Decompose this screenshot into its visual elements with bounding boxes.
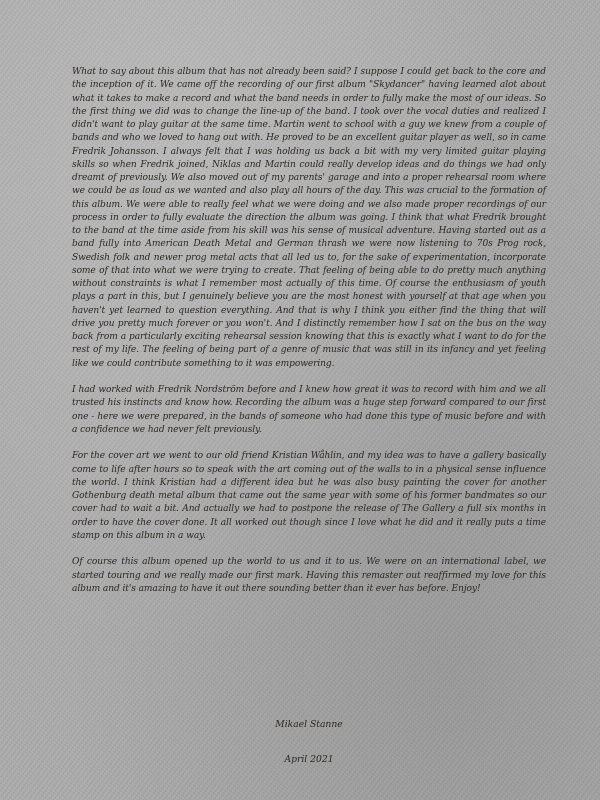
paragraph-cover-art: For the cover art we went to our old friend Kristian Wåhlin, and my idea was to have a gallery basically come to life after hours so to speak with the art coming out of the walls to in a physical sense influence the world. I think Kristian had a different idea but he was also busy painting the cover for another Gothenburg death metal album that came out the same year with some of his former bandmates so our cover had to wait a bit. And actually we had to postpone the release of The Gallery a full six months in order to have the cover done. It all worked out though since I love what he did and it really puts a time stamp on this album in a way. [72, 451, 546, 541]
paragraph-inception: What to say about this album that has not already been said? I suppose I could get back to the core and the inception of it. We came off the recording of our first album "Skydancer" having learned alot about what it takes to make a record and what the band needs in order to fully make the most of our ideas. So the first thing we did was to change the line-up of the band. I took over the vocal duties and realized I didn't want to play guitar at the same time. Martin went to school with a guy we knew from a couple of bands and who we loved to hang out with. He proved to be an excellent guitar player as well, so in came Fredrik Johansson. I always felt that I was holding us back a bit with my very limited guitar playing skills so when Fredrik joined, Niklas and Martin could really develop ideas and do things we had only dreamt of previously. We also moved out of my parents' garage and into a proper rehearsal room where we could be as loud as we wanted and also play all hours of the day. This was crucial to the formation of this album. We were able to really feel what we were doing and we also made proper recordings of our process in order to fully evaluate the direction the album was going. I think that what Fredrik brought to the band at the time aside from his skill was his sense of musical adventure. Having started out as a band fully into American Death Metal and German thrash we were now listening to 70s Prog rock, Swedish folk and newer prog metal acts that all led us to, for the sake of experimentation, incorporate some of that into what we were trying to create. That feeling of being able to do pretty much anything without constraints is what I remember most actually of this time. Of course the enthusiasm of youth plays a part in this, but I genuinely believe you are the most honest with yourself at that age when you haven't yet learned to question everything. And that is why I think you either find the thing that will drive you pretty much forever or you won't. And I distinctly remember how I sat on the bus on the way back from a particularly exciting rehearsal session knowing that this is exactly what I want to do for the rest of my life. The feeling of being part of a genre of music that was still in its infancy and yet feeling like we could contribute something to it was empowering. [72, 67, 546, 369]
signature-name: Mikael Stanne [275, 719, 343, 730]
signature-date: April 2021 [284, 754, 334, 765]
paragraph-recording: I had worked with Fredrik Nordström before and I knew how great it was to record with him and we all trusted his instincts and know how. Recording the album was a huge step forward compared to our first one - here we were prepared, in the bands of someone who had done this type of music before and with a confidence we had never felt previously. [72, 385, 546, 435]
paragraph-closing: Of course this album opened up the world to us and it to us. We were on an international label, we started touring and we really made our first mark. Having this remaster out reaffirmed my love for this album and it's amazing to have it out there sounding better than it ever has before. Enjoy! [72, 557, 546, 594]
letter-body [72, 66, 546, 609]
